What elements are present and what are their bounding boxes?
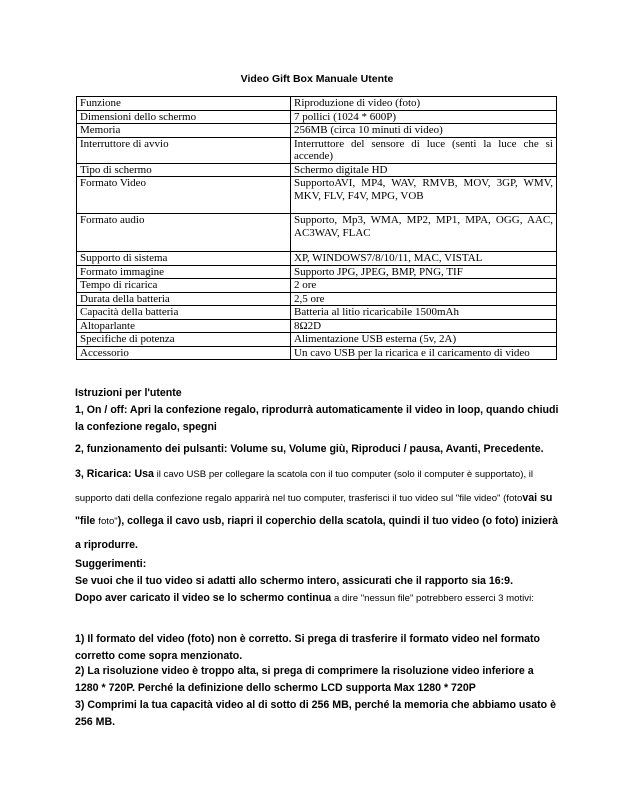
suggestion-reason-3: 3) Comprimi la tua capacità video al di sotto di 256 MB, perché la memoria che abbiamo usato è 256 MB. [75,699,556,728]
instruction-3-lead: 3, Ricarica: Usa [75,468,154,480]
suggestion-reason-1: 1) Il formato del video (foto) non è corretto. Si prega di trasferire il formato video nel formato corretto come sopra menzionato. [75,633,541,662]
spec-value: 2 ore [291,279,557,293]
suggestion-line-2a: Dopo aver caricato il video se lo schermo continua [75,592,332,604]
spec-value: Riproduzione di video (foto) [291,97,557,111]
spec-value: Batteria al litio ricaricabile 1500mAh [291,306,557,320]
spec-value: 7 pollici (1024 * 600P) [291,110,557,124]
table-row [77,137,557,163]
spec-value: XP, WINDOWS7/8/10/11, MAC, VISTAL [291,252,557,266]
instruction-3-tail: cavo usb, riapri il coperchio della scatola, quindi il tuo video (o foto) inizierà a riprodurre. [75,515,559,551]
spec-value: Schermo digitale HD [291,163,557,177]
instructions-heading: Istruzioni per l'utente [75,387,182,399]
table-row [77,292,557,306]
spec-value: Alimentazione USB esterna (5v, 2A) [291,333,557,347]
table-row [77,163,557,177]
table-row [77,252,557,266]
spec-label: Formato Video [77,177,291,214]
instruction-item-2: 2, funzionamento dei pulsanti: Volume su, Volume giù, Riproduci / pausa, Avanti, Precedente. [75,443,544,455]
spec-label: Accessorio [77,346,291,360]
spec-label: Dimensioni dello schermo [77,110,291,124]
instruction-3-bold-a: vai su "file [75,491,553,527]
document-title: Video Gift Box Manuale Utente [240,73,394,85]
suggestion-line-2 [75,590,560,607]
table-row [77,346,557,360]
spec-label: Capacità della batteria [77,306,291,320]
spec-value: Un cavo USB per la ricarica e il caricamento di video [291,346,557,360]
instruction-item-1: 1, On / off: Apri la confezione regalo, riprodurrà automaticamente il video in loop, quando chiudi la confezione regalo, spegni [75,404,559,433]
table-row [77,265,557,279]
instruction-3-body-b: foto" [98,516,118,527]
spec-label: Specifiche di potenza [77,333,291,347]
table-row [77,110,557,124]
spec-label: Tipo di schermo [77,163,291,177]
spec-label: Interruttore di avvio [77,137,291,163]
spec-label: Formato immagine [77,265,291,279]
table-row [77,97,557,111]
spec-value: Interruttore del sensore di luce (senti la luce che si accende) [291,137,557,163]
table-row [77,306,557,320]
spec-label: Supporto di sistema [77,252,291,266]
table-row [77,279,557,293]
spec-value: SupportoAVI, MP4, WAV, RMVB, MOV, 3GP, WMV, MKV, FLV, F4V, MPG, VOB [291,177,557,214]
spec-label: Altoparlante [77,319,291,333]
suggestion-reason-2: 2) La risoluzione video è troppo alta, si prega di comprimere la risoluzione video inferiore a 1280 * 720P. Perché la definizione dello schermo LCD supporta Max 1280 * 720P [75,665,534,694]
spec-label: Tempo di ricarica [77,279,291,293]
suggestion-line-1: Se vuoi che il tuo video si adatti allo schermo intero, assicurati che il rapporto sia 16:9. [75,575,514,587]
suggestions-heading: Suggerimenti: [75,558,147,570]
instruction-3-body: il cavo USB per collegare la scatola con il tuo computer (solo il computer è supportato), il supporto dati della confezione regalo apparirà nel tuo computer, trasferisci il tuo video sul "file video" (foto [75,469,534,504]
spec-label: Funzione [77,97,291,111]
instruction-3-bold-b: ), collega il [117,515,173,527]
spec-value: Supporto JPG, JPEG, BMP, PNG, TIF [291,265,557,279]
spec-label: Durata della batteria [77,292,291,306]
table-row [77,177,557,214]
table-row [77,214,557,252]
suggestion-line-2b: a dire "nessun file" potrebbero esserci 3 motivi: [334,593,534,604]
spec-value: 8Ω2D [291,319,557,333]
instruction-item-3 [75,463,560,556]
spec-table [76,96,557,360]
spec-value: 2,5 ore [291,292,557,306]
spec-label: Formato audio [77,214,291,252]
table-row [77,333,557,347]
spec-label: Memoria [77,124,291,138]
table-row [77,319,557,333]
table-row [77,124,557,138]
spec-value: Supporto, Mp3, WMA, MP2, MP1, MPA, OGG, AAC, AC3WAV, FLAC [291,214,557,252]
spec-value: 256MB (circa 10 minuti di video) [291,124,557,138]
